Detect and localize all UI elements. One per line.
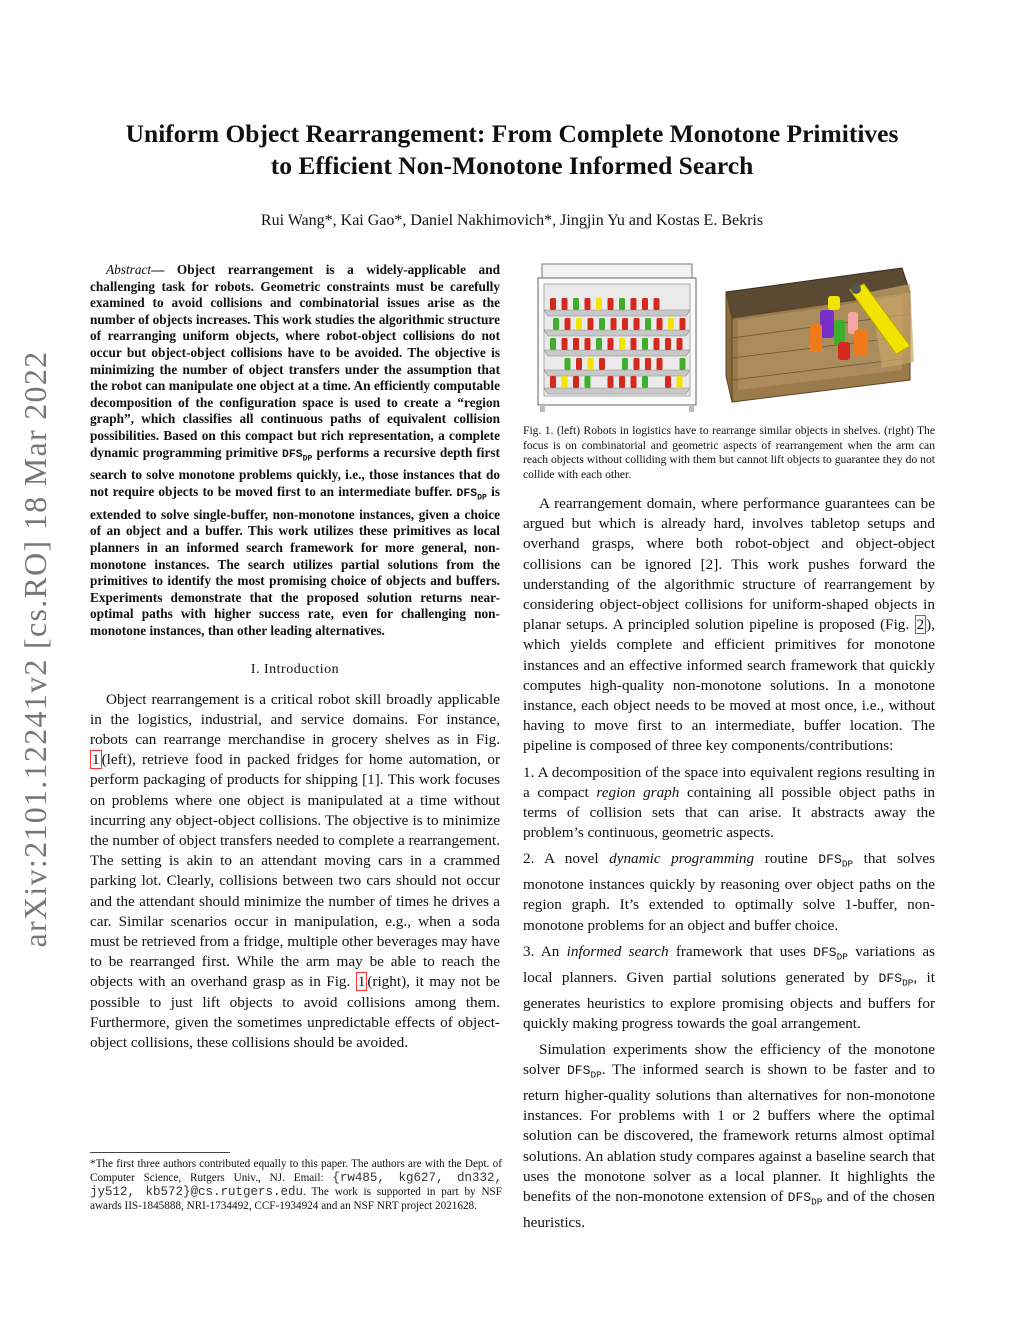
dfs-dp-term: $DFS_{DP}$	[818, 852, 854, 871]
intro-paragraph: Object rearrangement is a critical robot skill broadly applicable in the logistics, industrial, and service domains. For instance, robots can rearrange merchandise in grocery shelves as in Fig. 1 (left), retrieve food in packed fridges for home automation, or perform packaging of products for shipping [1]. This work focuses on problems where one object is manipulated at a time without incurring any object-object collisions. The objective is to minimize the number of object transfers needed to complete a rearrangement. The setting is akin to an attendant moving cars in a crammed parking lot. Clearly, collisions between two cars should not occur and the attendant should minimize the number of times he drives a car. Similar scenarios occur in manipulation, e.g., when a soda must be retrieved from a fridge, multiple other beverages may have to be rearranged first. While the arm may be able to reach the objects with an overhand grasp as in Fig. 1 (right), it may not be possible to just lift objects to avoid collisions among them. Furthermore, given the sometimes unpredictable effects of object-object collisions, these collisions should be avoided.	[90, 690, 500, 1052]
figure-1-illustration	[530, 262, 942, 417]
shelf-can	[565, 318, 571, 330]
shelf-can	[645, 318, 651, 330]
shelf-can	[553, 318, 559, 330]
grocery-shelf-image	[538, 264, 696, 412]
contribution-item-2: 2. A novel dynamic programming routine $DFS_{DP}$ that solves monotone instances quickly by reasoning over object paths on the region graph. It’s extended to optimally solve 1-buffer, non-monotone problems for an object and buffer choice.	[523, 850, 935, 934]
figure-1-caption: Fig. 1. (left) Robots in logistics have to rearrange similar objects in shelves. (right) The focus is on combinatorial and geometric aspects of rearrangement when the arm can reach objects without colliding with them but cannot lift objects to guarantee they do not collide with each other.	[523, 424, 935, 481]
dfs-dp-term: $DFS_{DP}$	[813, 944, 848, 963]
dfs-dp-term: $DFS_{DP}$	[787, 1189, 823, 1208]
shelf-can	[576, 358, 582, 370]
shelf-can	[608, 338, 614, 350]
shelf-can	[599, 318, 605, 330]
dfs-dp-term: $DFS_{DP}$	[456, 487, 487, 503]
abstract-dash: —	[151, 262, 165, 277]
shelf-can	[631, 298, 637, 310]
shelf-can	[619, 376, 625, 388]
shelf-can	[631, 338, 637, 350]
shelf-can	[576, 318, 582, 330]
figure-1	[530, 262, 942, 417]
shelf-can	[622, 318, 628, 330]
shelf-can	[619, 338, 625, 350]
contribution-item-3: 3. An informed search framework that uses $DFS_{DP}$ variations as local planners. Given partial solutions generated by $DFS_{DP}$, it generates heuristics to explore promising objects and buffers for quickly making progress towards the goal arrangement.	[523, 942, 935, 1032]
shelf-can	[677, 338, 683, 350]
shelf-can	[562, 338, 568, 350]
shelf-can	[573, 298, 579, 310]
abstract-text-3: is extended to solve single-buffer, non-monotone instances, given a choice of an object and a buffer. This work utilizes these primitives as local planners in an informed search framework for more general, non-monotone instances. The search utilizes partial solutions from the primitives to identify the most promising choice of objects and buffers. Experiments demonstrate that the proposed solution returns near-optimal paths with higher success rate, even for challenging non-monotone instances, than other leading alternatives.	[90, 484, 500, 639]
shelf-can	[622, 358, 628, 370]
shelf-can	[611, 318, 617, 330]
shelf-can	[596, 338, 602, 350]
figure-1-link[interactable]: 1	[357, 973, 366, 991]
shelf-can	[585, 376, 591, 388]
footnote-rule	[90, 1152, 230, 1153]
shelf-can	[619, 298, 625, 310]
author-list: Rui Wang*, Kai Gao*, Daniel Nakhimovich*, Jingjin Yu and Kostas E. Bekris	[260, 212, 764, 229]
shelf-can	[642, 376, 648, 388]
shelf-can	[654, 338, 660, 350]
shelf-can	[634, 358, 640, 370]
shelf-can	[634, 318, 640, 330]
paper-title	[60, 118, 964, 182]
shelf-can	[550, 338, 556, 350]
shelf-can	[599, 358, 605, 370]
figure-1-link[interactable]: 1	[92, 751, 100, 769]
shelf-can	[585, 298, 591, 310]
abstract-label: Abstract	[106, 262, 152, 277]
shelf-can	[550, 376, 556, 388]
shelf-can	[657, 358, 663, 370]
abstract-text-1: Object rearrangement is a widely-applicable and challenging task for robots. Geometric constraints must be carefully examined to avoid collisions and combinatorial issues arise as the number of objects increases. This work studies the algorithmic structure of rearranging uniform objects, where robot-object collisions do not occur but object-object collisions have to be avoided. The objective is minimizing the number of object transfers under the assumption that the robot can manipulate one object at a time. An efficiently computable decomposition of the configuration space is used to create a “region graph”, which classifies all continuous paths of equivalent collision possibilities. Based on this compact but rich representation, a complete dynamic programming primitive	[90, 262, 500, 460]
shelf-can	[654, 298, 660, 310]
shelf-can	[645, 358, 651, 370]
shelf-can	[573, 338, 579, 350]
dfs-dp-term: $DFS_{DP}$	[282, 447, 313, 463]
shelf-can	[665, 376, 671, 388]
shelf-can	[588, 358, 594, 370]
title-line-2: to Efficient Non-Monotone Informed Search	[270, 151, 754, 180]
right-column	[523, 494, 935, 1233]
abstract	[90, 262, 500, 640]
shelf-can	[588, 318, 594, 330]
shelf-can	[642, 298, 648, 310]
shelf-can	[665, 338, 671, 350]
shelf-can	[631, 376, 637, 388]
shelf-can	[573, 376, 579, 388]
shelf-can	[562, 298, 568, 310]
shelf-can	[550, 298, 556, 310]
right-paragraph-2: Simulation experiments show the efficiency of the monotone solver $DFS_{DP}$. The informed search is shown to be faster and to return higher-quality solutions than alternatives for non-monotone instances. For problems with 1 or 2 buffers where the optimal solution can be discovered, the framework returns almost optimal solutions. An ablation study compares against a baseline search that uses the monotone solver as a local planner. It highlights the benefits of the non-monotone extension of $DFS_{DP}$ and of the chosen heuristics.	[523, 1040, 936, 1231]
left-column	[90, 262, 500, 1053]
dfs-dp-term: $DFS_{DP}$	[878, 970, 914, 989]
shelf-can	[596, 298, 602, 310]
shelf-can	[642, 338, 648, 350]
title-line-1: Uniform Object Rearrangement: From Complete Monotone Primitives	[125, 119, 899, 148]
shelf-can	[668, 318, 674, 330]
shelf-can	[657, 318, 663, 330]
shelf-can	[677, 376, 683, 388]
shelf-can	[680, 318, 686, 330]
shelf-can	[608, 298, 614, 310]
footnote: *The first three authors contributed equally to this paper. The authors are with the Dept. of Computer Science, Rutgers Univ., NJ. Email: {rw485, kg627, dn332, jy512, kb572}@cs.rutgers.edu. The work is supported in part by NSF awards IIS-1845888, NRI-1734492, CCF-1934924 and an NSF NRT project 2021628.	[90, 1152, 502, 1213]
dfs-dp-term: $DFS_{DP}$	[566, 1063, 602, 1081]
shelf-can	[608, 376, 614, 388]
shelf-can	[562, 376, 568, 388]
contribution-item-1: 1. A decomposition of the space into equivalent regions resulting in a compact region graph containing all possible object paths in terms of collision sets that can arise. It abstracts away the problem’s continuous, geometric aspects.	[523, 763, 936, 842]
shelf-can	[585, 338, 591, 350]
shelf-can	[565, 358, 571, 370]
section-heading-introduction: I. Introduction	[250, 661, 340, 677]
figure-2-link[interactable]: 2	[916, 616, 925, 634]
arxiv-identifier: arXiv:2101.12241v2 [cs.RO] 18 Mar 2022	[17, 350, 53, 948]
author-emails: {rw485, kg627, dn332, jy512, kb572}@cs.rutgers.edu	[90, 1171, 502, 1199]
right-paragraph-1: A rearrangement domain, where performance guarantees can be argued but which is already hard, involves tabletop setups and overhand grasps, where both robot-object and object-object collisions can be ignored [2]. This work pushes forward the understanding of the algorithmic structure of rearrangement by considering object-object collisions for uniform-shaped objects in planar setups. A principled solution pipeline is proposed (Fig. 2 ), which yields complete and efficient primitives for monotone instances and an effective informed search framework that quickly computes high-quality non-monotone solutions. In a monotone instance, each object needs to be moved at most once, i.e., without having to move first to an intermediate, buffer location. The pipeline is composed of three key components/contributions:	[523, 495, 935, 755]
shelf-can	[680, 358, 686, 370]
wooden-box-image	[726, 268, 914, 402]
abstract-text-2: performs a recursive depth first search to solve monotone problems quickly, i.e., those instances that do not require objects to be moved first to an intermediate buffer.	[90, 444, 500, 499]
